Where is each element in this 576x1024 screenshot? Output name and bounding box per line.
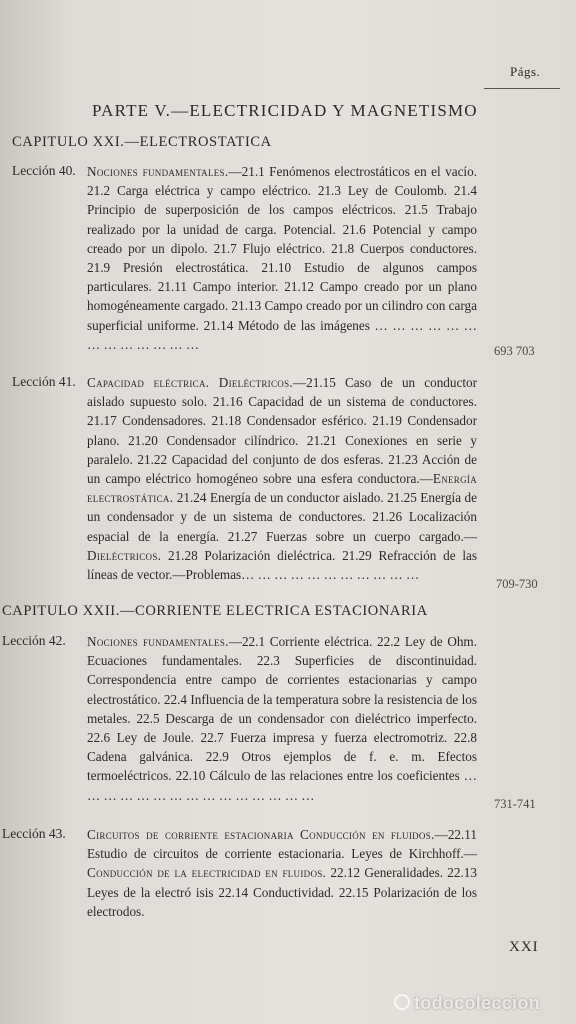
lesson-content: —21.1 Fenómenos electrostáticos en el vacío. 21.2 Carga eléctrica y campo eléctrico. 21.3 Ley de Coulomb. 21.4 Principio de superposición de los campos eléctricos. 21.5 Trabajo realizado por la unidad de carga. Potencial. 21.6 Potencial y campo creado por un dipolo. 21.7 Flujo eléctrico. 21.8 Cuerpos conductores. 21.9 Presión electrostática. 21.10 Estudio de algunos campos particulares. 21.11 Campo interior. 21.12 Campo creado por un plano homogéneamente cargado. 21.13 Campo creado por un cilindro con carga superficial uniforme. 21.14 Método de las imágenes … … … … … … … … … … … … … [87,164,477,352]
watermark [394,993,540,1014]
part-title: PARTE V.—ELECTRICIDAD Y MAGNETISMO [92,101,478,120]
lesson-label: Lección 42. [2,633,66,648]
lesson-content: 22.12 Generalidades. 22.13 Leyes de la electró isis 22.14 Conductividad. 22.15 Polarización de los electrodos. [87,865,477,919]
watermark-text: todocoleccion [414,993,540,1013]
lesson-topic: Circuitos de corriente estacionaria Conducción en fluidos. [87,827,435,842]
lesson-topic: Nociones fundamentales. [87,634,229,649]
lesson-label: Lección 40. [12,163,76,178]
lesson-topic: Dieléctricos. [87,547,162,563]
lesson-content: —22.11 Estudio de circuitos de corriente estacionaria. Leyes de Kirchhoff.— [87,827,477,862]
lesson-topic: Conducción de la electricidad en fluidos. [87,865,327,881]
lesson-topic: Nociones fundamentales. [87,164,229,179]
lesson-label: Lección 41. [12,374,76,389]
page-range: 731-741 [494,797,536,811]
lesson-content: —22.1 Corriente eléctrica. 22.2 Ley de Ohm. Ecuaciones fundamentales. 22.3 Superficies de discontinuidad. Correspondencia entre campo de corrientes estacionarias y campo electrostático. 22.4 Influencia de la temperatura sobre la resistencia de los metales. 22.5 Descarga de un condensador con dieléctrico imperfecto. 22.6 Ley de Joule. 22.7 Fuerza impresa y fuerza electromotriz. 22.8 Cadena galvánica. 22.9 Otros ejemplos de f. e. m. Efectos termoeléctricos. 22.10 Cálculo de las relaciones entre los coeficientes … … … … … … … … … … … … … … … [87,634,477,803]
lesson-content: 21.24 Energía de un conductor aislado. 21.25 Energía de un condensador y de un sistema de conductores. 21.26 Localización espacial de la energía. 21.27 Fuerzas sobre un cuerpo cargado.— [87,490,477,544]
lesson-text [87,632,477,805]
lesson-topic: Energía electrostática. [87,471,477,506]
lesson-topic: Capacidad eléctrica. Dieléctricos. [87,375,293,390]
watermark-logo-icon [394,994,410,1010]
lesson-label: Lección 43. [2,826,66,841]
chapter-title: CAPITULO XXI.—ELECTROSTATICA [12,134,272,150]
page-range: 693 703 [494,344,535,358]
lesson-text [87,825,477,921]
lesson-text [87,373,477,584]
lesson-text [87,162,477,354]
pages-column-header: Págs. [510,64,541,79]
lesson-content: —21.15 Caso de un conductor aislado supuesto solo. 21.16 Capacidad de un sistema de conductores. 21.17 Condensadores. 21.18 Condensador esférico. 21.19 Condensador plano. 21.20 Condensador cilíndrico. 21.21 Conexiones en serie y paralelo. 21.22 Capacidad del conjunto de dos esferas. 21.23 Acción de un campo eléctrico homogéneo sobre una esfera conductora.— [87,375,477,487]
lesson-content: 21.28 Polarización dieléctrica. 21.29 Refracción de las líneas de vector.—Problemas… … … … … … … … … … … [87,547,477,583]
page-number: XXI [509,939,539,955]
chapter-title: CAPITULO XXII.—CORRIENTE ELECTRICA ESTACIONARIA [2,603,428,619]
page-range: 709-730 [496,577,538,591]
